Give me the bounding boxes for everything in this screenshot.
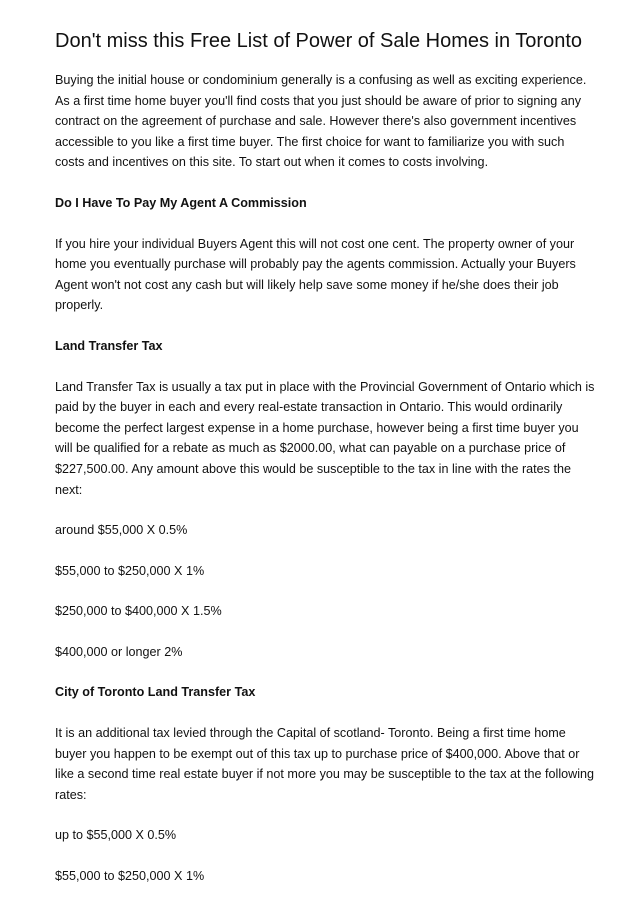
intro-paragraph: Buying the initial house or condominium generally is a confusing as well as exciting experience. As a first time home buyer you'll find costs that you just should be aware of prior to signing any contract on the agreement of purchase and sale. However there's also government incentives accessible to you like a first time buyer. The first choice for want to familiarize you with such costs and incentives on this site. To start out when it comes to costs involving. (55, 73, 587, 170)
rate-line: $55,000 to $250,000 X 1% (55, 869, 205, 884)
agent-commission-paragraph: If you hire your individual Buyers Agent this will not cost one cent. The property owner of your home you eventually purchase will probably pay the agents commission. Actually your Buyers Agent won't not cost any cash but will likely help save some money if he/she does their job properly. (55, 236, 576, 313)
rate-line: $55,000 to $250,000 X 1% (55, 563, 205, 578)
rate-line: $400,000 or longer 2% (55, 644, 183, 659)
section-heading-agent-commission: Do I Have To Pay My Agent A Commission (55, 195, 307, 210)
land-transfer-tax-paragraph: Land Transfer Tax is usually a tax put in place with the Provincial Government of Ontario which is paid by the buyer in each and every real-estate transaction in Ontario. This would ordinarily become the perfect largest expense in a home purchase, however being a first time buyer you will be qualified for a rebate as much as $2000.00, what can payable on a purchase price of $227,500.00. Any amount above this would be susceptible to the tax in line with the rates the next: (55, 379, 595, 497)
rate-line: around $55,000 X 0.5% (55, 523, 188, 538)
rate-line: $250,000 to $400,000 X 1.5% (55, 604, 222, 619)
section-heading-toronto-land-transfer-tax: City of Toronto Land Transfer Tax (55, 685, 256, 700)
rate-line: up to $55,000 X 0.5% (55, 828, 177, 843)
toronto-land-transfer-tax-paragraph: It is an additional tax levied through the Capital of scotland- Toronto. Being a first time home buyer you happen to be exempt out of this tax up to purchase price of $400,000. Above that or like a second time real estate buyer if not more you may be susceptible to the tax at the following rates: (55, 726, 595, 802)
document-title: Don't miss this Free List of Power of Sale Homes in Toronto (55, 30, 583, 52)
document-page (55, 28, 595, 907)
section-heading-land-transfer-tax: Land Transfer Tax (55, 338, 163, 353)
